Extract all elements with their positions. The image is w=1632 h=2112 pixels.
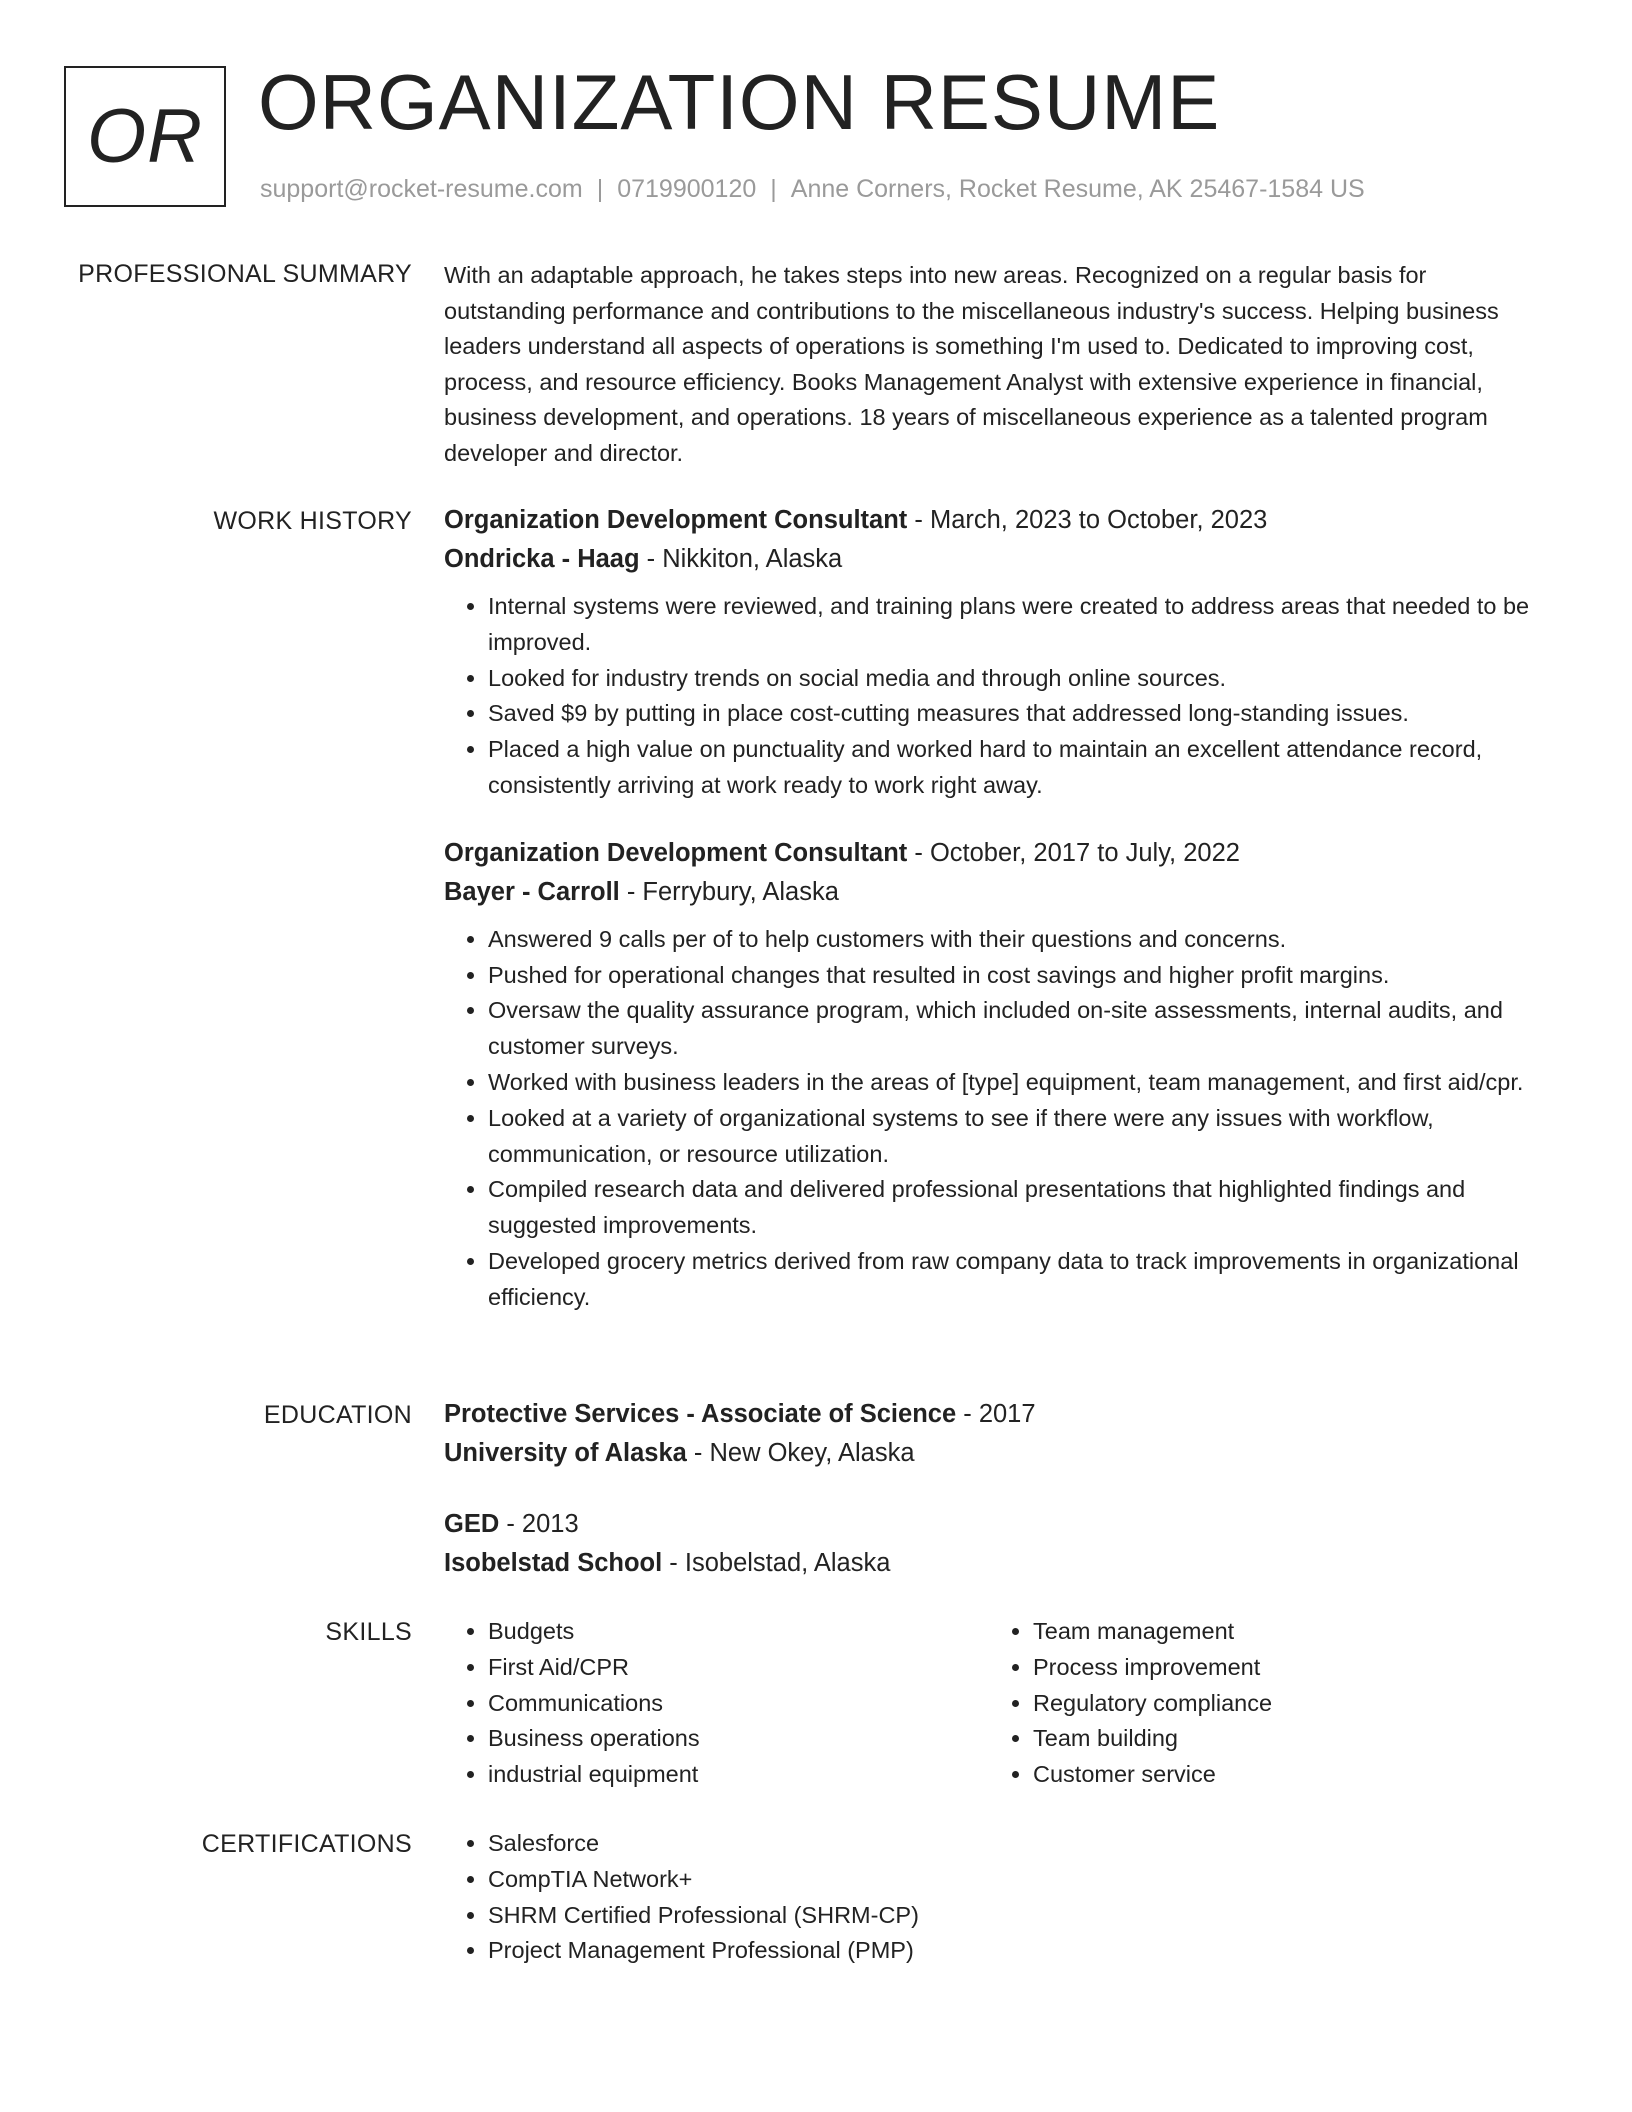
job-title: Organization Development Consultant bbox=[444, 838, 908, 867]
contact-separator: | bbox=[770, 175, 777, 203]
job-bullet: • Pushed for operational changes that resulted in cost savings and higher profit margins. bbox=[488, 958, 1554, 994]
skill-item: • Business operations bbox=[488, 1721, 989, 1757]
skill-item: • Budgets bbox=[488, 1614, 989, 1650]
job-bullet: • Internal systems were reviewed, and training plans were created to address areas that needed to be improved. bbox=[488, 589, 1554, 661]
certification-item: • CompTIA Network+ bbox=[488, 1862, 1554, 1898]
job-bullets bbox=[444, 922, 1554, 1316]
education-degree-line bbox=[444, 1395, 1554, 1434]
contact-line bbox=[260, 172, 1365, 206]
skill-item: • industrial equipment bbox=[488, 1757, 989, 1793]
job-bullet: • Looked at a variety of organizational systems to see if there were any issues with workflow, communication, or resource utilization. bbox=[488, 1101, 1554, 1173]
skill-item: • Regulatory compliance bbox=[1033, 1686, 1534, 1722]
contact-separator: | bbox=[596, 175, 604, 203]
job-bullet: • Worked with business leaders in the areas of [type] equipment, team management, and first aid/cpr. bbox=[488, 1065, 1554, 1101]
job-entry bbox=[444, 834, 1554, 1316]
education-degree: GED bbox=[444, 1510, 500, 1538]
certifications-body bbox=[444, 1826, 1554, 1969]
job-company: Bayer - Carroll bbox=[444, 877, 620, 906]
education-degree-line bbox=[444, 1505, 1554, 1544]
skills-list bbox=[989, 1614, 1534, 1793]
education-entry bbox=[444, 1505, 1554, 1583]
job-dates: - October, 2017 to July, 2022 bbox=[907, 838, 1240, 867]
job-company-line bbox=[444, 540, 1554, 579]
job-bullet: • Compiled research data and delivered professional presentations that highlighted findings and suggested improvements. bbox=[488, 1172, 1554, 1244]
section-label-summary: PROFESSIONAL SUMMARY bbox=[78, 260, 412, 288]
section-label-work-history: WORK HISTORY bbox=[213, 507, 412, 535]
monogram-logo: OR bbox=[64, 66, 226, 207]
certification-item: • Project Management Professional (PMP) bbox=[488, 1933, 1554, 1969]
summary-body bbox=[444, 258, 1554, 472]
education-school-line bbox=[444, 1544, 1554, 1583]
work-history-body bbox=[444, 501, 1554, 1338]
education-location: - New Okey, Alaska bbox=[686, 1439, 915, 1467]
skills-body bbox=[444, 1614, 1554, 1793]
job-title-line bbox=[444, 834, 1554, 873]
education-degree: Protective Services - Associate of Science bbox=[444, 1400, 957, 1428]
job-location: - Nikkiton, Alaska bbox=[639, 545, 843, 573]
resume-name: ORGANIZATION RESUME bbox=[258, 58, 1221, 146]
job-title: Organization Development Consultant bbox=[444, 506, 908, 534]
certification-item: • Salesforce bbox=[488, 1826, 1554, 1862]
skills-column-left bbox=[444, 1614, 989, 1793]
job-location: - Ferrybury, Alaska bbox=[619, 877, 839, 906]
education-year: - 2017 bbox=[956, 1400, 1036, 1428]
section-label-certifications: CERTIFICATIONS bbox=[201, 1830, 412, 1858]
skill-item: • Communications bbox=[488, 1686, 989, 1722]
education-school: University of Alaska bbox=[444, 1439, 687, 1467]
skill-item: • Process improvement bbox=[1033, 1650, 1534, 1686]
skill-item: • Team management bbox=[1033, 1614, 1534, 1650]
skill-item: • First Aid/CPR bbox=[488, 1650, 989, 1686]
certifications-list bbox=[444, 1826, 1554, 1969]
job-bullet: • Answered 9 calls per of to help customers with their questions and concerns. bbox=[488, 922, 1554, 958]
section-label-skills: SKILLS bbox=[325, 1618, 412, 1646]
contact-address: Anne Corners, Rocket Resume, AK 25467-1584 US bbox=[790, 175, 1365, 203]
education-location: - Isobelstad, Alaska bbox=[662, 1549, 891, 1577]
job-bullet: • Developed grocery metrics derived from raw company data to track improvements in organizational efficiency. bbox=[488, 1244, 1554, 1316]
certification-item: • SHRM Certified Professional (SHRM-CP) bbox=[488, 1898, 1554, 1934]
job-bullet: • Placed a high value on punctuality and worked hard to maintain an excellent attendance record, consistently arriving at work ready to work right away. bbox=[488, 732, 1554, 804]
job-bullets bbox=[444, 589, 1554, 804]
job-company-line bbox=[444, 873, 1554, 912]
job-title-line bbox=[444, 501, 1554, 540]
education-school-line bbox=[444, 1434, 1554, 1473]
job-bullet: • Saved $9 by putting in place cost-cutting measures that addressed long-standing issues. bbox=[488, 696, 1554, 732]
job-bullet: • Looked for industry trends on social media and through online sources. bbox=[488, 661, 1554, 697]
job-bullet: • Oversaw the quality assurance program, which included on-site assessments, internal audits, and customer surveys. bbox=[488, 993, 1554, 1065]
summary-text: With an adaptable approach, he takes steps into new areas. Recognized on a regular basis for outstanding performance and contributions to the miscellaneous industry's success. Helping business leaders understand all aspects of operations is something I'm used to. Dedicated to improving cost, process, and resource efficiency. Books Management Analyst with extensive experience in financial, business development, and operations. 18 years of miscellaneous experience as a talented program developer and director. bbox=[444, 262, 1499, 466]
skill-item: • Customer service bbox=[1033, 1757, 1534, 1793]
education-school: Isobelstad School bbox=[444, 1549, 663, 1577]
section-label-education: EDUCATION bbox=[263, 1401, 412, 1429]
skill-item: • Team building bbox=[1033, 1721, 1534, 1757]
education-body bbox=[444, 1395, 1554, 1613]
education-entry bbox=[444, 1395, 1554, 1473]
job-dates: - March, 2023 to October, 2023 bbox=[907, 506, 1268, 534]
job-entry bbox=[444, 501, 1554, 804]
skills-list bbox=[444, 1614, 989, 1793]
skills-columns bbox=[444, 1614, 1554, 1793]
contact-email: support@rocket-resume.com bbox=[260, 175, 583, 203]
job-company: Ondricka - Haag bbox=[444, 545, 640, 573]
contact-phone: 0719900120 bbox=[617, 175, 757, 203]
education-year: - 2013 bbox=[499, 1510, 579, 1538]
skills-column-right bbox=[989, 1614, 1534, 1793]
